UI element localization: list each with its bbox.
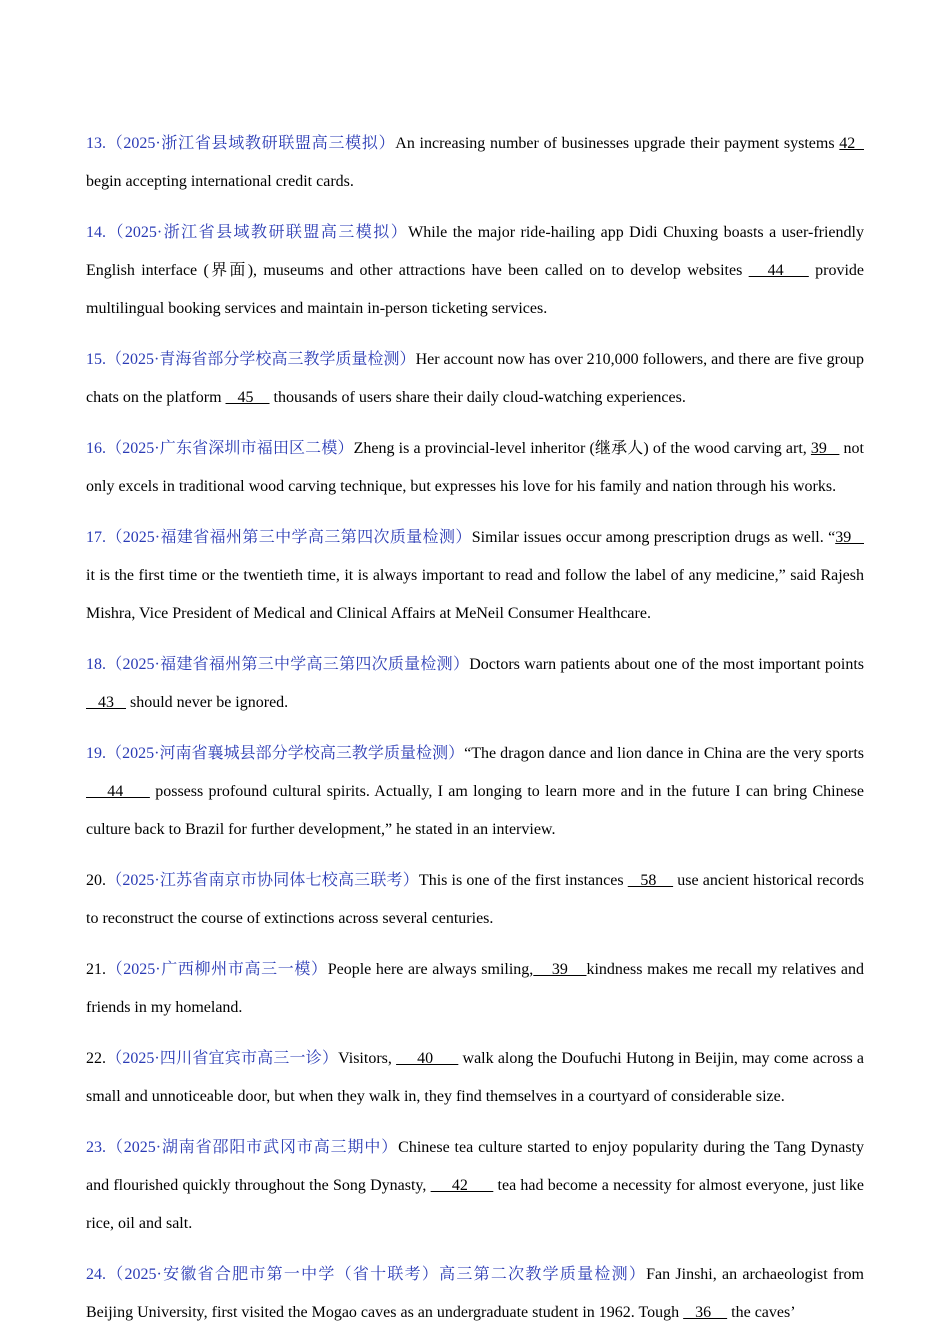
question-text-after: begin accepting international credit cards. [86, 173, 354, 190]
question-text-after: provide multilingual booking services and maintain in-person ticketing services. [86, 262, 864, 317]
question-number: 15. [86, 351, 106, 368]
question-19 [86, 735, 864, 849]
question-number: 21. [86, 961, 106, 978]
question-text-after: thousands of users share their daily cloud-watching experiences. [269, 389, 686, 406]
answer-blank: 39 [835, 529, 864, 546]
question-text-before: While the major ride-hailing app Didi Chuxing boasts a user-friendly English interface (界面), museums and other attractions have been called on to develop websites [86, 224, 864, 279]
question-22 [86, 1040, 864, 1116]
question-source: （2025·湖南省邵阳市武冈市高三期中） [106, 1139, 399, 1156]
question-number: 19. [86, 745, 106, 762]
question-source: （2025·青海省部分学校高三教学质量检测） [106, 351, 416, 368]
question-text-after: possess profound cultural spirits. Actually, I am longing to learn more and in the future I can bring Chinese culture back to Brazil for further development,” he stated in an interview. [86, 783, 865, 838]
question-list [86, 109, 864, 1329]
question-text-after: it is the first time or the twentieth time, it is always important to read and follow the label of any medicine,” said Rajesh Mishra, Vice President of Medical and Clinical Affairs at MeNeil Consumer Healthcare. [86, 567, 864, 622]
question-text-after: not only excels in traditional wood carving technique, but expresses his love for his family and nation through his works. [86, 440, 864, 495]
question-text-before: Zheng is a provincial-level inheritor (继承人) of the wood carving art, [353, 440, 811, 457]
question-source: （2025·四川省宜宾市高三一诊） [106, 1050, 339, 1067]
question-15 [86, 341, 864, 417]
question-text-before: An increasing number of businesses upgrade their payment systems [395, 135, 840, 152]
question-18 [86, 646, 864, 722]
question-source: （2025·浙江省县域教研联盟高三模拟） [106, 224, 409, 241]
question-17 [86, 519, 864, 633]
answer-blank: 42 [839, 135, 864, 152]
answer-blank: 43 [86, 694, 126, 711]
question-23 [86, 1129, 864, 1243]
question-20 [86, 862, 864, 938]
answer-blank: 44 [86, 783, 150, 800]
question-text-before: Her account now has over 210,000 followers, and there are five group chats on the platform [86, 351, 864, 406]
question-text-after: use ancient historical records to reconstruct the course of extinctions across several centuries. [86, 872, 864, 927]
question-text-before: Visitors, [338, 1050, 397, 1067]
question-number: 13. [86, 135, 106, 152]
answer-blank: 58 [627, 872, 674, 889]
question-number: 17. [86, 529, 106, 546]
answer-blank: 39 [810, 440, 840, 457]
answer-blank: 39 [533, 961, 587, 978]
question-text-after: the caves’ [727, 1304, 796, 1321]
question-number: 23. [86, 1139, 106, 1156]
question-text-before: Doctors warn patients about one of the most important points [469, 656, 864, 673]
question-24 [86, 1256, 864, 1332]
question-14 [86, 214, 864, 328]
question-text-after: tea had become a necessity for almost everyone, just like rice, oil and salt. [86, 1177, 865, 1232]
question-21 [86, 951, 864, 1027]
answer-blank: 42 [430, 1177, 494, 1194]
question-text-before: This is one of the first instances [418, 872, 628, 889]
question-source: （2025·福建省福州第三中学高三第四次质量检测） [106, 529, 472, 546]
question-source: （2025·河南省襄城县部分学校高三教学质量检测） [106, 745, 465, 762]
answer-blank: 44 [748, 262, 809, 279]
question-text-before: “The dragon dance and lion dance in China are the very sports [464, 745, 864, 762]
answer-blank: 36 [683, 1304, 728, 1321]
question-text-before: Fan Jinshi, an archaeologist from Beijing University, first visited the Mogao caves as an undergraduate student in 1962. Tough [86, 1266, 864, 1321]
question-source: （2025·广东省深圳市福田区二模） [106, 440, 354, 457]
question-text-before: People here are always smiling, [327, 961, 534, 978]
question-number: 18. [86, 656, 106, 673]
question-source: （2025·浙江省县域教研联盟高三模拟） [106, 135, 396, 152]
question-number: 16. [86, 440, 106, 457]
question-16 [86, 430, 864, 506]
answer-blank: 40 [396, 1050, 459, 1067]
question-13 [86, 125, 864, 201]
question-source: （2025·江苏省南京市协同体七校高三联考） [106, 872, 419, 889]
question-text-after: kindness makes me recall my relatives and friends in my homeland. [86, 961, 865, 1016]
question-source: （2025·安徽省合肥市第一中学（省十联考）高三第二次教学质量检测） [106, 1266, 647, 1283]
question-number: 14. [86, 224, 106, 241]
question-number: 24. [86, 1266, 106, 1283]
question-number: 20. [86, 872, 106, 889]
question-text-before: Chinese tea culture started to enjoy popularity during the Tang Dynasty and flourished quickly throughout the Song Dynasty, [86, 1139, 864, 1194]
question-text-before: Similar issues occur among prescription drugs as well. “ [471, 529, 836, 546]
question-source: （2025·福建省福州第三中学高三第四次质量检测） [106, 656, 470, 673]
question-source: （2025·广西柳州市高三一模） [106, 961, 328, 978]
question-text-after: walk along the Doufuchi Hutong in Beijin, may come across a small and unnoticeable door, but when they walk in, they find themselves in a courtyard of considerable size. [86, 1050, 864, 1105]
question-text-after: should never be ignored. [126, 694, 289, 711]
answer-blank: 45 [225, 389, 270, 406]
question-number: 22. [86, 1050, 106, 1067]
